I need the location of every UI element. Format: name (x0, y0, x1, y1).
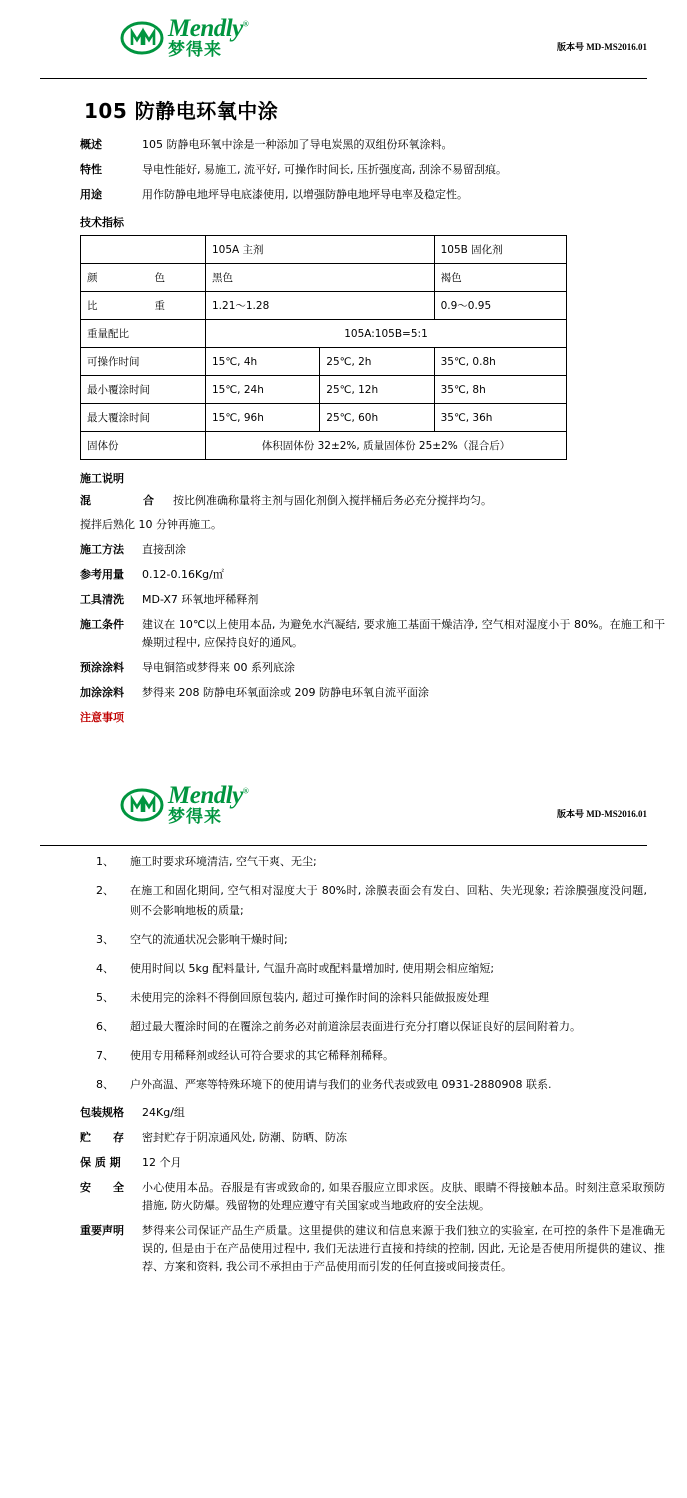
row-label: 重量配比 (81, 320, 206, 348)
table-row (81, 292, 567, 320)
list-item (96, 1075, 647, 1095)
field-value: 梦得来 208 防静电环氧面涂或 209 防静电环氧自流平面涂 (142, 686, 429, 699)
list-item (96, 988, 647, 1008)
table-cell: 15℃, 96h (206, 404, 320, 432)
field-storage (0, 1129, 687, 1147)
field-packaging (0, 1104, 687, 1122)
field-label: 安 全 (80, 1181, 124, 1194)
registered-icon: ® (242, 19, 249, 29)
table-cell: 35℃, 8h (434, 376, 566, 404)
page-break-spacer (0, 733, 687, 767)
attention-label: 注意事项 (80, 711, 124, 724)
list-item (96, 852, 647, 872)
field-conditions (0, 616, 687, 652)
list-item (96, 881, 647, 921)
item-number: 5、 (96, 991, 114, 1004)
field-label: 施工方法 (80, 543, 124, 556)
item-text: 未使用完的涂料不得倒回原包装内, 超过可操作时间的涂料只能做报废处理 (130, 991, 489, 1004)
row-label: 固体份 (81, 432, 206, 460)
brand-name-en: Mendly® (168, 782, 249, 809)
table-cell: 黑色 (206, 264, 435, 292)
list-item (96, 1017, 647, 1037)
row-label: 可操作时间 (81, 348, 206, 376)
field-label: 施工条件 (80, 618, 124, 631)
row-label: 最大覆涂时间 (81, 404, 206, 432)
field-disclaimer (0, 1222, 687, 1276)
field-label: 预涂涂料 (80, 661, 124, 674)
field-consumption (0, 566, 687, 584)
header-divider-2 (40, 845, 647, 846)
construction-heading: 施工说明 (80, 472, 124, 485)
brand-logo (120, 16, 248, 59)
logo-icon (120, 787, 164, 823)
table-cell: 15℃, 24h (206, 376, 320, 404)
logo-icon (120, 20, 164, 56)
table-header-cell: 105A 主剂 (206, 236, 435, 264)
brand-logo-2 (120, 783, 248, 826)
table-cell: 0.9～0.95 (434, 292, 566, 320)
brand-text (168, 16, 248, 59)
table-header-cell (81, 236, 206, 264)
field-topcoat (0, 684, 687, 702)
row-label: 比 重 (81, 292, 206, 320)
item-text: 空气的流通状况会影响干燥时间; (130, 933, 288, 946)
field-label: 工具清洗 (80, 593, 124, 606)
field-value: 建议在 10℃以上使用本品, 为避免水汽凝结, 要求施工基面干燥洁净, 空气相对湿度小于 80%。在施工和干燥期过程中, 应保持良好的通风。 (142, 618, 665, 649)
field-value: 导电铜箔或梦得来 00 系列底涂 (142, 661, 295, 674)
brand-text-2 (168, 783, 248, 826)
version-label: 版本号 MD-MS2016.01 (557, 42, 647, 52)
table-cell: 35℃, 36h (434, 404, 566, 432)
field-overview (0, 136, 687, 154)
table-row (81, 376, 567, 404)
field-method (0, 541, 687, 559)
item-number: 2、 (96, 884, 114, 897)
field-value: 导电性能好, 易施工, 流平好, 可操作时间长, 压折强度高, 刮涂不易留刮痕。 (142, 163, 507, 176)
item-number: 4、 (96, 962, 114, 975)
field-mixing-cont: 搅拌后熟化 10 分钟再施工。 (80, 518, 222, 531)
table-cell: 35℃, 0.8h (434, 348, 566, 376)
field-label: 特性 (80, 163, 102, 176)
brand-name-cn: 梦得来 (168, 40, 222, 60)
item-text: 使用时间以 5kg 配料量计, 气温升高时或配料量增加时, 使用期会相应缩短; (130, 962, 495, 975)
table-cell: 25℃, 60h (320, 404, 434, 432)
field-primer (0, 659, 687, 677)
field-label: 概述 (80, 138, 102, 151)
field-value: 按比例准确称量将主剂与固化剂倒入搅拌桶后务必充分搅拌均匀。 (173, 494, 492, 507)
attention-heading-row (0, 709, 687, 726)
item-text: 超过最大覆涂时间的在覆涂之前务必对前道涂层表面进行充分打磨以保证良好的层间附着力。 (130, 1020, 581, 1033)
table-cell: 25℃, 12h (320, 376, 434, 404)
page-title: 105 防静电环氧中涂 (84, 99, 279, 123)
field-tool-cleaning (0, 591, 687, 609)
registered-icon: ® (242, 786, 249, 796)
field-label: 混 合 (80, 494, 164, 507)
field-label: 贮 存 (80, 1131, 124, 1144)
field-value: 密封贮存于阴凉通风处, 防潮、防晒、防冻 (142, 1131, 347, 1144)
notes-list (0, 852, 687, 1095)
brand-name-cn: 梦得来 (168, 807, 222, 827)
spec-heading: 技术指标 (80, 216, 124, 229)
item-number: 6、 (96, 1020, 114, 1033)
list-item (96, 930, 647, 950)
field-value: 24Kg/组 (142, 1106, 185, 1119)
table-row (81, 432, 567, 460)
table-cell: 25℃, 2h (320, 348, 434, 376)
field-value: 小心使用本品。吞服是有害或致命的, 如果吞服应立即求医。皮肤、眼睛不得接触本品。时刻注意采取预防措施, 防火防爆。残留物的处理应遵守有关国家或当地政府的安全法规。 (142, 1181, 665, 1212)
page-header (0, 0, 687, 72)
table-cell: 褐色 (434, 264, 566, 292)
item-number: 8、 (96, 1078, 114, 1091)
page-header-2 (0, 767, 687, 839)
table-row (81, 264, 567, 292)
field-features (0, 161, 687, 179)
row-label: 颜 色 (81, 264, 206, 292)
spec-table (80, 235, 567, 460)
field-value: 12 个月 (142, 1156, 182, 1169)
table-header-cell: 105B 固化剂 (434, 236, 566, 264)
item-text: 使用专用稀释剂或经认可符合要求的其它稀释剂稀释。 (130, 1049, 394, 1062)
field-shelf-life (0, 1154, 687, 1172)
field-value: 梦得来公司保证产品生产质量。这里提供的建议和信息来源于我们独立的实验室, 在可控的条件下是准确无误的, 但是由于在产品使用过程中, 我们无法进行直接和持续的控制, 因此, 无论是否使用所提供的建议、推荐、方案和资料, 我公司不承担由于产品使用而引发的任何直接或间接责任。 (142, 1224, 665, 1273)
field-value: 直接刮涂 (142, 543, 186, 556)
table-cell: 15℃, 4h (206, 348, 320, 376)
field-label: 参考用量 (80, 568, 124, 581)
table-cell: 体积固体份 32±2%, 质量固体份 25±2%（混合后） (206, 432, 567, 460)
field-label: 加涂涂料 (80, 686, 124, 699)
field-value: MD-X7 环氧地坪稀释剂 (142, 593, 259, 606)
item-text: 施工时要求环境清洁, 空气干爽、无尘; (130, 855, 317, 868)
brand-name-en: Mendly® (168, 15, 249, 42)
field-label: 用途 (80, 188, 102, 201)
table-row (81, 348, 567, 376)
version-label-2: 版本号 MD-MS2016.01 (557, 809, 647, 819)
field-value: 105 防静电环氧中涂是一种添加了导电炭黑的双组份环氧涂料。 (142, 138, 453, 151)
table-cell: 1.21～1.28 (206, 292, 435, 320)
item-text: 户外高温、严寒等特殊环境下的使用请与我们的业务代表或致电 0931-2880908 联系. (130, 1078, 552, 1091)
item-number: 7、 (96, 1049, 114, 1062)
table-row (81, 320, 567, 348)
table-cell: 105A:105B=5:1 (206, 320, 567, 348)
header-divider (40, 78, 647, 79)
field-label: 包装规格 (80, 1106, 124, 1119)
list-item (96, 1046, 647, 1066)
field-value: 用作防静电地坪导电底漆使用, 以增强防静电地坪导电率及稳定性。 (142, 188, 468, 201)
table-row (81, 236, 567, 264)
list-item (96, 959, 647, 979)
item-text: 在施工和固化期间, 空气相对湿度大于 80%时, 涂膜表面会有发白、回粘、失光现象; 若涂膜强度没问题, 则不会影响地板的质量; (130, 884, 647, 917)
item-number: 1、 (96, 855, 114, 868)
field-mixing (0, 491, 687, 511)
field-safety (0, 1179, 687, 1215)
field-usage (0, 186, 687, 204)
field-label: 重要声明 (80, 1224, 124, 1237)
field-label: 保 质 期 (80, 1156, 121, 1169)
item-number: 3、 (96, 933, 114, 946)
row-label: 最小覆涂时间 (81, 376, 206, 404)
table-row (81, 404, 567, 432)
field-value: 0.12-0.16Kg/㎡ (142, 568, 224, 581)
